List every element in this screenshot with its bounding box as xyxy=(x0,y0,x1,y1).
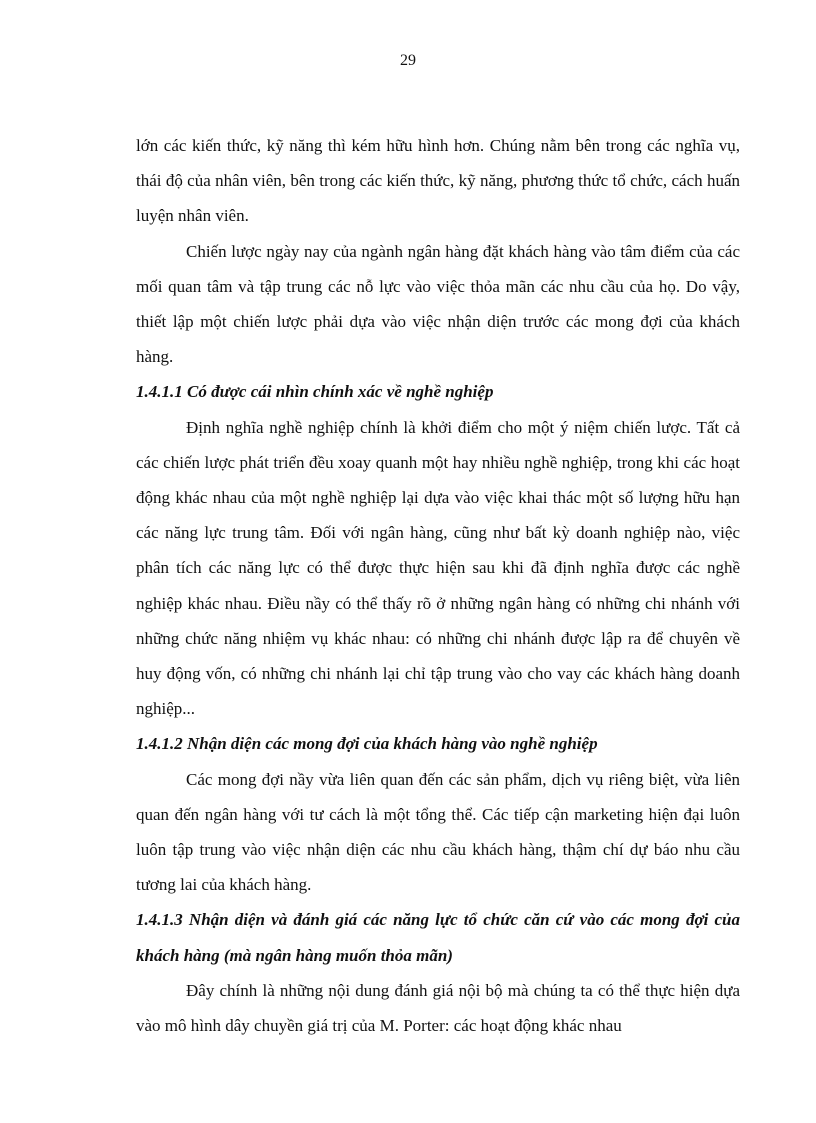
paragraph-5: Đây chính là những nội dung đánh giá nội bộ mà chúng ta có thể thực hiện dựa vào mô hình dây chuyền giá trị của M. Porter: các hoạt động khác nhau xyxy=(136,980,740,1036)
page-number: 29 xyxy=(400,52,416,69)
paragraph-1: lớn các kiến thức, kỹ năng thì kém hữu hình hơn. Chúng nằm bên trong các nghĩa vụ, thái độ của nhân viên, bên trong các kiến thức, kỹ năng, phương thức tổ chức, cách huấn luyện nhân viên. xyxy=(136,136,740,226)
paragraph-4: Các mong đợi nầy vừa liên quan đến các sản phẩm, dịch vụ riêng biệt, vừa liên quan đến ngân hàng với tư cách là một tổng thể. Các tiếp cận marketing hiện đại luôn luôn tập trung vào việc nhận diện các nhu cầu khách hàng, thậm chí dự báo nhu cầu tương lai của khách hàng. xyxy=(136,769,740,895)
document-body xyxy=(136,128,740,1043)
paragraph-3: Định nghĩa nghề nghiệp chính là khởi điểm cho một ý niệm chiến lược. Tất cả các chiến lược phát triển đều xoay quanh một hay nhiều nghề nghiệp, trong khi các hoạt động khác nhau của một nghề nghiệp lại dựa vào việc khai thác một số lượng hữu hạn các năng lực trung tâm. Đối với ngân hàng, cũng như bất kỳ doanh nghiệp nào, việc phân tích các năng lực có thể được thực hiện sau khi đã định nghĩa được các nghề nghiệp khác nhau. Điều nầy có thể thấy rõ ở những ngân hàng có những chi nhánh với những chức năng nhiệm vụ khác nhau: có những chi nhánh được lập ra để chuyên về huy động vốn, có những chi nhánh lại chỉ tập trung vào cho vay các khách hàng doanh nghiệp... xyxy=(136,417,740,719)
paragraph-2: Chiến lược ngày nay của ngành ngân hàng đặt khách hàng vào tâm điểm của các mối quan tâm và tập trung các nỗ lực vào việc thỏa mãn các nhu cầu của họ. Do vậy, thiết lập một chiến lược phải dựa vào việc nhận diện trước các mong đợi của khách hàng. xyxy=(136,241,740,367)
heading-1-4-1-1: 1.4.1.1 Có được cái nhìn chính xác về nghề nghiệp xyxy=(136,382,494,402)
heading-1-4-1-3: 1.4.1.3 Nhận diện và đánh giá các năng lực tổ chức căn cứ vào các mong đợi của khách hàng (mà ngân hàng muốn thỏa mãn) xyxy=(136,910,740,965)
heading-1-4-1-2: 1.4.1.2 Nhận diện các mong đợi của khách hàng vào nghề nghiệp xyxy=(136,734,598,754)
